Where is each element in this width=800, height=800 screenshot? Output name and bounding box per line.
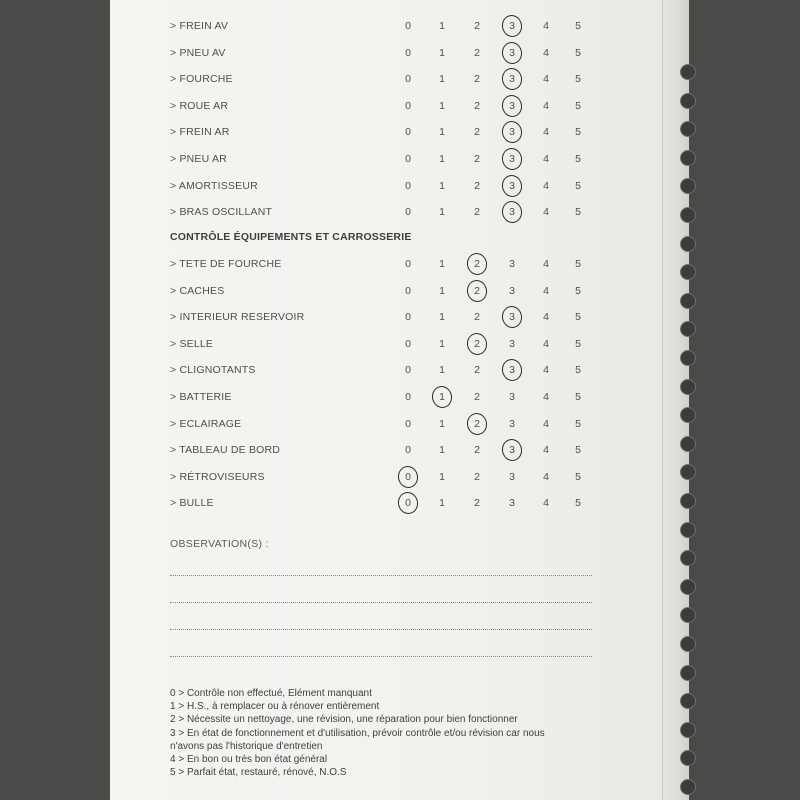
item-label: > ECLAIRAGE (170, 417, 242, 430)
score-option: 3 (509, 337, 515, 350)
item-label: > BATTERIE (170, 391, 232, 403)
score-option: 2 (474, 153, 480, 165)
score-option: 2 (474, 46, 480, 59)
item-label: > TABLEAU DE BORD (170, 444, 281, 457)
score-option: 1 (439, 284, 445, 297)
checklist-row (0, 414, 800, 434)
score-option: 0 (405, 126, 411, 139)
binder-hole (680, 522, 696, 538)
score-circled: 3 (502, 360, 522, 380)
item-label: > CACHES (170, 284, 225, 297)
checklist-row (0, 149, 800, 169)
score-option: 3 (509, 284, 515, 297)
score-option: 1 (439, 337, 445, 350)
score-option: 1 (439, 46, 445, 59)
checklist-row (0, 307, 800, 327)
checklist-row (0, 16, 800, 36)
score-option: 5 (575, 417, 581, 430)
item-label: > CLIGNOTANTS (170, 364, 256, 377)
score-circled: 3 (502, 307, 522, 327)
score-option: 4 (543, 206, 549, 219)
score-circled: 3 (502, 202, 522, 222)
score-option: 1 (439, 73, 445, 86)
score-circled: 0 (398, 467, 418, 487)
binder-hole (680, 693, 696, 709)
score-option: 5 (575, 153, 581, 165)
score-option: 3 (509, 258, 515, 270)
binder-hole (680, 607, 696, 623)
score-option: 0 (405, 417, 411, 430)
score-circled: 3 (502, 440, 522, 460)
rating-legend (170, 687, 600, 779)
score-option: 4 (543, 364, 549, 377)
score-circled: 3 (502, 122, 522, 142)
score-option: 5 (575, 364, 581, 377)
score-option: 1 (439, 364, 445, 377)
score-circled: 2 (467, 414, 487, 434)
score-option: 5 (575, 470, 581, 483)
score-option: 5 (575, 258, 581, 270)
legend-line: 1 > H.S., à remplacer ou à rénover entièrement (170, 701, 380, 713)
score-option: 0 (405, 179, 411, 192)
item-label: > ROUE AR (170, 99, 229, 112)
item-label: > BRAS OSCILLANT (170, 206, 273, 219)
checklist-row (0, 493, 800, 513)
score-option: 3 (509, 470, 515, 483)
observation-line-4 (170, 656, 592, 657)
score-option: 2 (474, 444, 480, 457)
score-option: 1 (439, 153, 445, 165)
checklist-row (0, 96, 800, 116)
score-option: 1 (439, 444, 445, 457)
score-option: 5 (575, 20, 581, 32)
score-option: 0 (405, 311, 411, 324)
item-label: > INTERIEUR RESERVOIR (170, 311, 305, 324)
score-option: 5 (575, 337, 581, 350)
item-label: > FOURCHE (170, 73, 233, 86)
checklist-row (0, 202, 800, 222)
score-option: 5 (575, 444, 581, 457)
checklist-row (0, 440, 800, 460)
score-option: 1 (439, 470, 445, 483)
score-option: 5 (575, 391, 581, 403)
score-option: 4 (543, 311, 549, 324)
score-option: 5 (575, 284, 581, 297)
item-label: > BULLE (170, 497, 214, 510)
score-option: 4 (543, 73, 549, 86)
score-circled: 2 (467, 281, 487, 301)
checklist-row (0, 334, 800, 354)
score-option: 0 (405, 258, 411, 270)
score-option: 2 (474, 126, 480, 139)
checklist-row (0, 122, 800, 142)
item-label: > TETE DE FOURCHE (170, 258, 282, 270)
score-option: 2 (474, 73, 480, 86)
legend-line: 0 > Contrôle non effectué, Elément manquant (170, 688, 372, 699)
item-label: > AMORTISSEUR (170, 179, 258, 192)
item-label: > RÉTROVISEURS (170, 470, 265, 483)
score-option: 5 (575, 497, 581, 510)
checklist-row (0, 281, 800, 301)
score-circled: 2 (467, 334, 487, 354)
score-option: 0 (405, 364, 411, 377)
binder-hole (680, 779, 696, 795)
legend-line: 2 > Nécessite un nettoyage, une révision, une réparation pour bien fonctionner (170, 714, 518, 726)
score-option: 4 (543, 444, 549, 457)
score-option: 1 (439, 20, 445, 32)
checklist-row (0, 69, 800, 89)
observation-line-3 (170, 629, 592, 630)
score-circled: 3 (502, 149, 522, 169)
item-label: > PNEU AV (170, 46, 226, 59)
checklist-row (0, 387, 800, 407)
item-label: > FREIN AV (170, 20, 229, 32)
legend-line: 4 > En bon ou très bon état général (170, 754, 328, 766)
score-option: 4 (543, 46, 549, 59)
binder-hole (680, 665, 696, 681)
observation-line-1 (170, 575, 592, 576)
score-option: 4 (543, 20, 549, 32)
score-circled: 3 (502, 16, 522, 36)
score-option: 0 (405, 20, 411, 32)
score-option: 2 (474, 497, 480, 510)
score-option: 2 (474, 311, 480, 324)
score-circled: 3 (502, 96, 522, 116)
score-option: 5 (575, 126, 581, 139)
score-option: 0 (405, 284, 411, 297)
score-option: 4 (543, 417, 549, 430)
checklist-row (0, 467, 800, 487)
score-option: 2 (474, 470, 480, 483)
score-option: 5 (575, 73, 581, 86)
score-option: 1 (439, 179, 445, 192)
score-option: 4 (543, 497, 549, 510)
score-circled: 2 (467, 254, 487, 274)
score-option: 0 (405, 153, 411, 165)
score-option: 2 (474, 179, 480, 192)
item-label: > PNEU AR (170, 153, 227, 165)
score-option: 0 (405, 444, 411, 457)
checklist-row (0, 176, 800, 196)
observation-label: OBSERVATION(S) : (170, 538, 269, 550)
score-option: 2 (474, 391, 480, 403)
item-label: > FREIN AR (170, 126, 230, 139)
observation-line-2 (170, 602, 592, 603)
score-circled: 1 (432, 387, 452, 407)
score-option: 1 (439, 99, 445, 112)
score-option: 2 (474, 206, 480, 219)
score-option: 5 (575, 179, 581, 192)
score-option: 4 (543, 179, 549, 192)
score-option: 0 (405, 391, 411, 403)
score-option: 0 (405, 99, 411, 112)
score-option: 2 (474, 99, 480, 112)
score-option: 4 (543, 99, 549, 112)
score-option: 4 (543, 337, 549, 350)
score-option: 5 (575, 206, 581, 219)
legend-line: 3 > En état de fonctionnement et d'utilisation, prévoir contrôle et/ou révision car nous (170, 727, 545, 739)
section-title: CONTRÔLE ÉQUIPEMENTS ET CARROSSERIE (170, 231, 412, 243)
score-option: 2 (474, 20, 480, 32)
binder-hole (680, 579, 696, 595)
score-option: 0 (405, 206, 411, 219)
score-circled: 3 (502, 176, 522, 196)
checklist-row (0, 254, 800, 274)
binder-hole (680, 236, 696, 252)
score-option: 1 (439, 126, 445, 139)
score-circled: 3 (502, 43, 522, 63)
binder-hole (680, 722, 696, 738)
binder-hole (680, 550, 696, 566)
checklist-row (0, 360, 800, 380)
legend-line: n'avons pas l'historique d'entretien (170, 740, 323, 752)
score-option: 0 (405, 73, 411, 86)
binder-hole (680, 750, 696, 766)
score-option: 4 (543, 284, 549, 297)
score-option: 5 (575, 46, 581, 59)
score-option: 0 (405, 337, 411, 350)
score-option: 3 (509, 497, 515, 510)
item-label: > SELLE (170, 337, 214, 350)
score-circled: 3 (502, 69, 522, 89)
score-option: 0 (405, 46, 411, 59)
binder-hole (680, 636, 696, 652)
score-option: 1 (439, 206, 445, 219)
checklist-row (0, 43, 800, 63)
score-option: 4 (543, 470, 549, 483)
score-circled: 0 (398, 493, 418, 513)
score-option: 4 (543, 126, 549, 139)
score-option: 1 (439, 497, 445, 510)
score-option: 4 (543, 153, 549, 165)
legend-line: 5 > Parfait état, restauré, rénové, N.O.S (170, 767, 347, 779)
score-option: 1 (439, 258, 445, 270)
score-option: 4 (543, 391, 549, 403)
score-option: 5 (575, 311, 581, 324)
score-option: 4 (543, 258, 549, 270)
score-option: 5 (575, 99, 581, 112)
score-option: 2 (474, 364, 480, 377)
score-option: 1 (439, 417, 445, 430)
score-option: 3 (509, 391, 515, 403)
score-option: 1 (439, 311, 445, 324)
score-option: 3 (509, 417, 515, 430)
